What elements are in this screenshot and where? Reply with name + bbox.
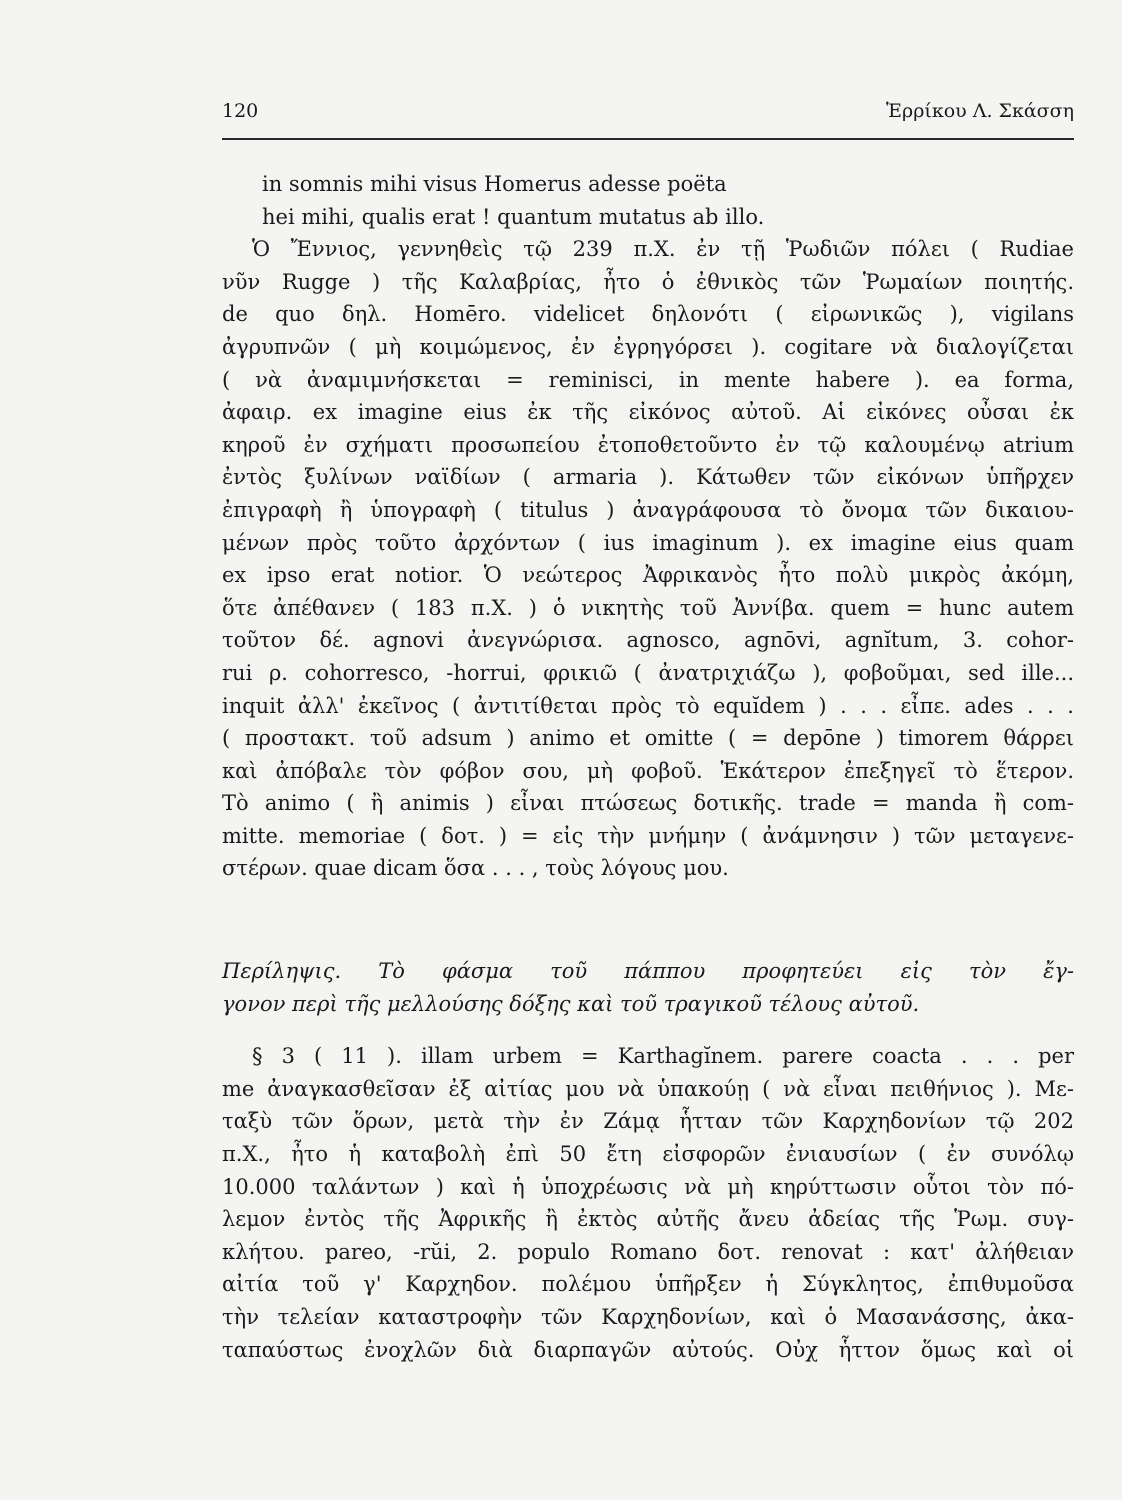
text-line: τοῦτον δέ. agnovi ἀνεγνώρισα. agnosco, agnōvi, agnĭtum, 3. cohor-: [222, 628, 1074, 653]
text-line: § 3 ( 11 ). illam urbem = Karthagĭnem. parere coacta . . . per: [252, 1044, 1074, 1069]
summary-line: Περίληψις. Τὸ φάσμα τοῦ πάππου προφητεύει εἰς τὸν ἔγ-: [222, 959, 1074, 984]
text-line: ταπαύστως ἐνοχλῶν διὰ διαρπαγῶν αὐτούς. Οὐχ ἧττον ὅμως καὶ οἱ: [222, 1337, 1074, 1362]
header-rule: [222, 138, 1074, 140]
text-line: Τὸ animo ( ἢ animis ) εἶναι πτώσεως δοτικῆς. trade = manda ἢ com-: [222, 791, 1074, 816]
verse-line: hei mihi, qualis erat ! quantum mutatus ab illo.: [262, 204, 765, 229]
text-line: ἐντὸς ξυλίνων ναϊδίων ( armaria ). Κάτωθεν τῶν εἰκόνων ὑπῆρχεν: [222, 465, 1074, 490]
text-line: τὴν τελείαν καταστροφὴν τῶν Καρχηδονίων, καὶ ὁ Μασανάσσης, ἀκα-: [222, 1305, 1074, 1329]
text-line: στέρων. quae dicam ὅσα . . . , τοὺς λόγους μου.: [222, 856, 729, 881]
verse-quote: [222, 168, 1074, 233]
text-line: ( νὰ ἀναμιμνήσκεται = reminisci, in mente habere ). ea forma,: [222, 367, 1074, 392]
commentary-paragraph-2: [222, 1040, 1074, 1366]
text-line: 10.000 ταλάντων ) καὶ ἡ ὑποχρέωσις νὰ μὴ κηρύττωσιν οὗτοι τὸν πό-: [222, 1174, 1074, 1199]
text-line: rui ρ. cohorresco, -horrui, φρικιῶ ( ἀνατριχιάζω ), φοβοῦμαι, sed ille...: [222, 660, 1074, 685]
summary-line: γονον περὶ τῆς μελλούσης δόξης καὶ τοῦ τραγικοῦ τέλους αὐτοῦ.: [222, 991, 920, 1016]
text-line: ὅτε ἀπέθανεν ( 183 π.Χ. ) ὁ νικητὴς τοῦ Ἀννίβα. quem = hunc autem: [222, 595, 1074, 620]
text-line: ἐπιγραφὴ ἢ ὑπογραφὴ ( titulus ) ἀναγράφουσα τὸ ὄνομα τῶν δικαιου-: [222, 497, 1074, 522]
running-title: Ἑρρίκου Λ. Σκάσση: [886, 100, 1074, 122]
text-line: μένων πρὸς τοῦτο ἀρχόντων ( ius imaginum ). ex imagine eius quam: [222, 530, 1074, 555]
text-line: ( προστακτ. τοῦ adsum ) animo et omitte ( = depōne ) timorem θάρρει: [222, 726, 1074, 751]
page-number: 120: [222, 100, 259, 122]
text-line: αἰτία τοῦ γ' Καρχηδον. πολέμου ὑπῆρξεν ἡ Σύγκλητος, ἐπιθυμοῦσα: [222, 1272, 1074, 1297]
text-line: mitte. memoriae ( δοτ. ) = εἰς τὴν μνήμην ( ἀνάμνησιν ) τῶν μεταγενε-: [222, 823, 1074, 848]
verse-line: in somnis mihi visus Homerus adesse poëta: [262, 172, 727, 196]
text-line: κλήτου. pareo, -rŭi, 2. populo Romano δοτ. renovat : κατ' ἀλήθειαν: [222, 1239, 1074, 1264]
text-line: de quo δηλ. Homēro. videlicet δηλονότι ( εἰρωνικῶς ), vigilans: [222, 302, 1074, 327]
summary-heading: [222, 955, 1074, 1020]
text-line: καὶ ἀπόβαλε τὸν φόβον σου, μὴ φοβοῦ. Ἑκάτερον ἐπεξηγεῖ τὸ ἕτερον.: [222, 758, 1074, 783]
text-line: λεμον ἐντὸς τῆς Ἀφρικῆς ἢ ἐκτὸς αὐτῆς ἄνευ ἀδείας τῆς Ῥωμ. συγ-: [222, 1207, 1074, 1232]
text-line: ταξὺ τῶν ὅρων, μετὰ τὴν ἐν Ζάμᾳ ἧτταν τῶν Καρχηδονίων τῷ 202: [222, 1109, 1074, 1134]
text-line: me ἀναγκασθεῖσαν ἐξ αἰτίας μου νὰ ὑπακούῃ ( νὰ εἶναι πειθήνιος ). Με-: [222, 1076, 1074, 1101]
text-line: π.Χ., ἦτο ἡ καταβολὴ ἐπὶ 50 ἔτη εἰσφορῶν ἐνιαυσίων ( ἐν συνόλῳ: [222, 1142, 1074, 1167]
text-line: ἀφαιρ. ex imagine eius ἐκ τῆς εἰκόνος αὐτοῦ. Αἱ εἰκόνες οὖσαι ἐκ: [222, 400, 1074, 425]
text-line: κηροῦ ἐν σχήματι προσωπείου ἐτοποθετοῦντο ἐν τῷ καλουμένῳ atrium: [222, 432, 1074, 457]
page-body: [222, 168, 1074, 1366]
page-header: [222, 100, 1074, 130]
commentary-paragraph-1: [222, 233, 1074, 885]
text-line: νῦν Rugge ) τῆς Καλαβρίας, ἦτο ὁ ἐθνικὸς τῶν Ῥωμαίων ποιητής.: [222, 269, 1074, 294]
text-line: Ὁ Ἔννιος, γεννηθεὶς τῷ 239 π.Χ. ἐν τῇ Ῥωδιῶν πόλει ( Rudiae: [252, 237, 1074, 262]
text-line: inquit ἀλλ' ἐκεῖνος ( ἀντιτίθεται πρὸς τὸ equĭdem ) . . . εἶπε. ades . . .: [222, 693, 1074, 718]
text-line: ἀγρυπνῶν ( μὴ κοιμώμενος, ἐν ἐγρηγόρσει ). cogitare νὰ διαλογίζεται: [222, 334, 1074, 359]
text-line: ex ipso erat notior. Ὁ νεώτερος Ἀφρικανὸς ἦτο πολὺ μικρὸς ἀκόμη,: [222, 563, 1074, 588]
